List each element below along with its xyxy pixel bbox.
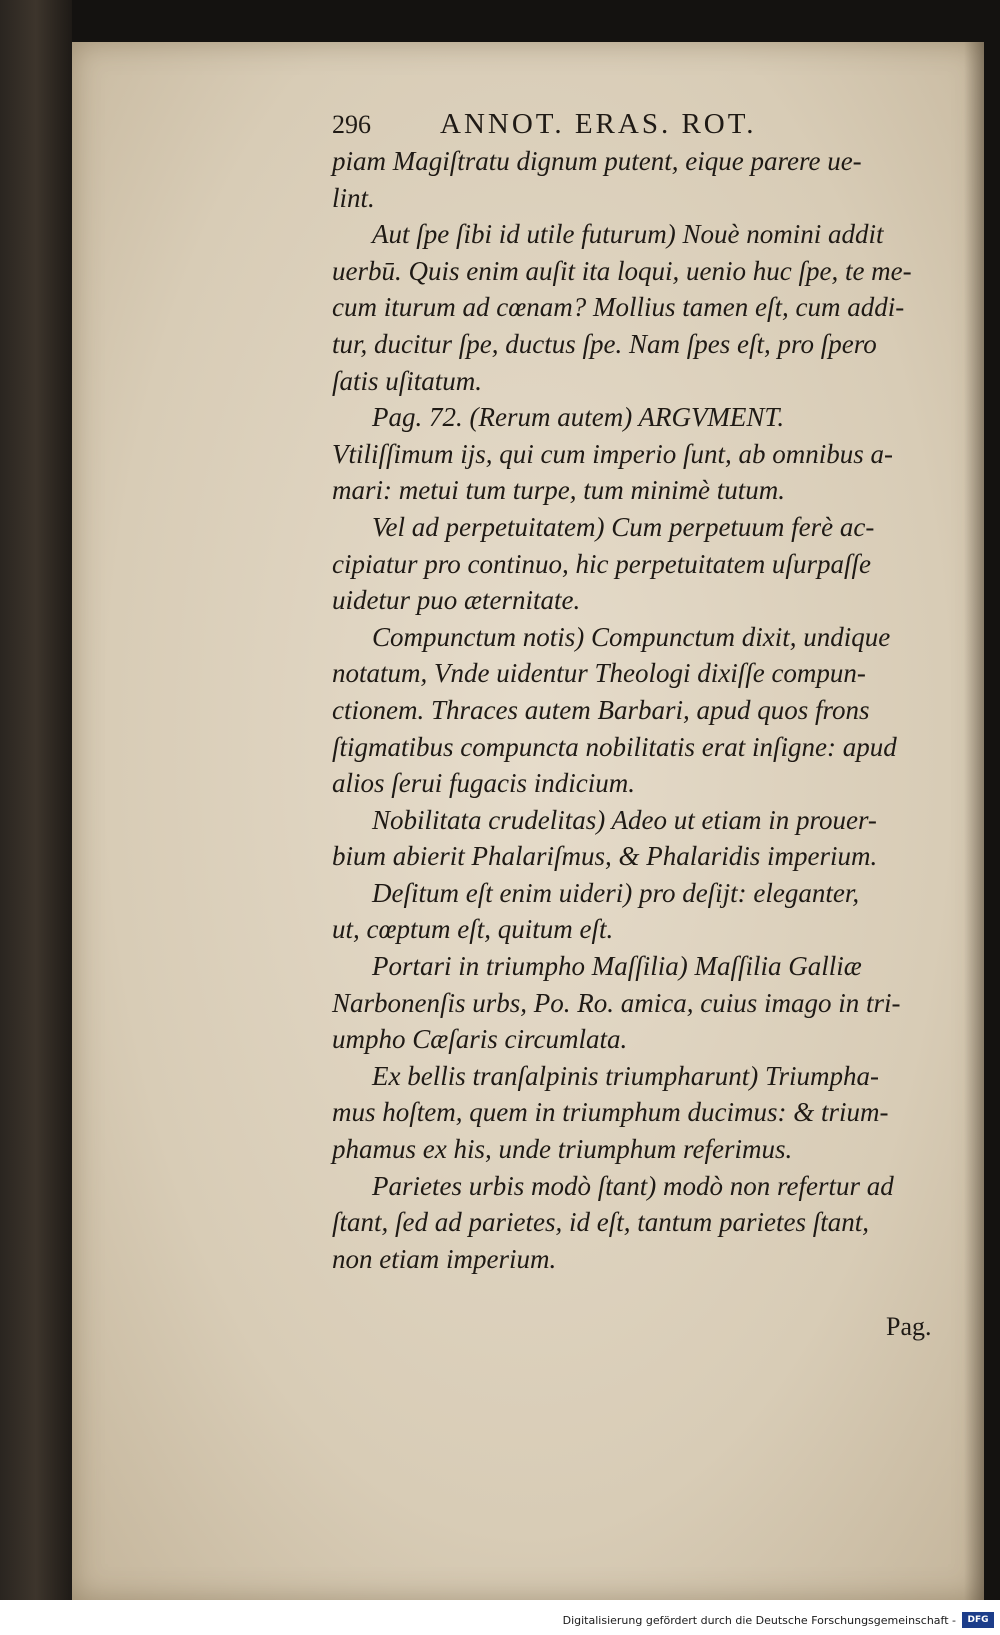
text-line: Narbonenſis urbs, Po. Ro. amica, cuius imago in tri-	[332, 987, 901, 1018]
dfg-logo: DFG	[962, 1612, 994, 1628]
text-line: uerbū. Quis enim auſit ita loqui, uenio huc ſpe, te me-	[332, 255, 912, 286]
text-line: cipiatur pro continuo, hic perpetuitatem uſurpaſſe	[332, 548, 871, 579]
running-head: ANNOT. ERAS. ROT.	[440, 108, 757, 140]
text-line: alios ſerui fugacis indicium.	[332, 768, 635, 799]
text-line: Vel ad perpetuitatem) Cum perpetuum ferè ac-	[372, 511, 875, 542]
text-line: phamus ex his, unde triumphum referimus.	[332, 1134, 793, 1165]
text-line: ut, cœptum eſt, quitum eſt.	[332, 914, 614, 945]
text-line: uidetur puo æternitate.	[332, 585, 581, 616]
text-line: cum iturum ad cœnam? Mollius tamen eſt, cum addi-	[332, 292, 905, 323]
text-line: Vtiliſſimum ijs, qui cum imperio ſunt, ab omnibus a-	[332, 438, 893, 469]
text-line: ſtigmatibus compuncta nobilitatis erat inſigne: apud	[332, 731, 897, 762]
book-spine	[0, 0, 72, 1635]
text-line: piam Magiſtratu dignum putent, eique parere ue-	[332, 146, 862, 176]
text-line: lint.	[332, 182, 375, 213]
text-line: umpho Cæſaris circumlata.	[332, 1024, 628, 1055]
footer-credit: Digitalisierung gefördert durch die Deutsche Forschungsgemeinschaft -	[562, 1614, 956, 1627]
text-line: Deſitum eſt enim uideri) pro deſijt: eleganter,	[372, 877, 860, 908]
text-line: tur, ducitur ſpe, ductus ſpe. Nam ſpes eſt, pro ſpero	[332, 328, 877, 359]
text-line: non etiam imperium.	[332, 1243, 557, 1274]
footer-bar	[0, 1600, 1000, 1635]
page-edge-shadow	[964, 42, 984, 1600]
page-number: 296	[332, 110, 371, 139]
text-line: Ex bellis tranſalpinis triumpharunt) Triumpha-	[372, 1060, 880, 1091]
text-line: Aut ſpe ſibi id utile futurum) Nouè nomini addit	[372, 219, 884, 250]
text-line: ſatis uſitatum.	[332, 365, 483, 396]
text-line: Parietes urbis modò ſtant) modò non refertur ad	[372, 1170, 894, 1201]
text-line: Portari in triumpho Maſſilia) Maſſilia Galliæ	[372, 951, 862, 982]
text-line: Pag. 72. (Rerum autem) ARGVMENT.	[372, 402, 785, 433]
text-block	[332, 108, 967, 1277]
page-header	[332, 108, 967, 141]
text-line: Compunctum notis) Compunctum dixit, undique	[372, 621, 891, 652]
text-line: bium abierit Phalariſmus, & Phalaridis imperium.	[332, 841, 878, 872]
text-line: mus hoſtem, quem in triumphum ducimus: & trium-	[332, 1097, 889, 1128]
text-line: mari: metui tum turpe, tum minimè tutum.	[332, 475, 785, 506]
text-line: Nobilitata crudelitas) Adeo ut etiam in prouer-	[372, 804, 877, 835]
text-line: ſtant, ſed ad parietes, id eſt, tantum parietes ſtant,	[332, 1207, 869, 1238]
text-line: ctionem. Thraces autem Barbari, apud quos frons	[332, 694, 870, 725]
text-line: notatum, Vnde uidentur Theologi dixiſſe compun-	[332, 658, 866, 689]
catchword: Pag.	[886, 1312, 932, 1341]
